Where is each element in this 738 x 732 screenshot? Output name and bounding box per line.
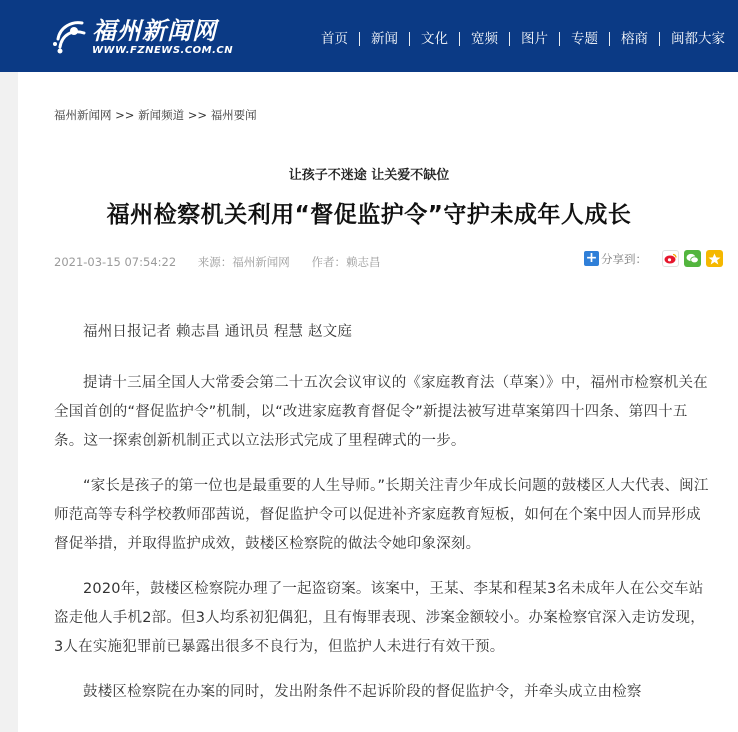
share-plus-icon[interactable]: + <box>585 250 598 266</box>
article-source: 来源：福州新闻网 <box>197 255 290 269</box>
article-date: 2021-03-15 07:54:22 <box>54 255 177 269</box>
main-nav <box>310 22 736 56</box>
breadcrumb-item-news-channel[interactable]: 新闻频道 <box>138 108 185 122</box>
weibo-icon[interactable] <box>662 250 679 267</box>
nav-item-home[interactable]: 首页 <box>321 31 348 47</box>
article-paragraph: 2020年，鼓楼区检察院办理了一起盗窃案。该案中，王某、李某和程某3名未成年人在公交车站盗走他人手机2部。但3人均系初犯偶犯，且有悔罪表现、涉案金额较小。办案检察官深入走访发现，3人在实施犯罪前已暴露出很多不良行为，但监护人未进行有效干预。 <box>54 581 705 655</box>
nav-divider <box>359 32 360 46</box>
nav-item-topics[interactable]: 专题 <box>571 31 598 47</box>
wechat-icon[interactable] <box>684 250 701 267</box>
nav-divider <box>559 32 560 46</box>
article-author: 作者：赖志昌 <box>311 255 381 269</box>
article-body <box>54 318 714 723</box>
breadcrumb-item-home[interactable]: 福州新闻网 <box>54 108 112 122</box>
qzone-icon[interactable] <box>706 250 723 267</box>
nav-divider <box>659 32 660 46</box>
article-paragraph: 鼓楼区检察院在办案的同时，发出附条件不起诉阶段的督促监护令，并牵头成立由检察 <box>83 684 642 700</box>
breadcrumb-separator: >> <box>115 108 135 122</box>
nav-divider <box>459 32 460 46</box>
article-subtitle: 让孩子不迷途 让关爱不缺位 <box>288 168 450 183</box>
logo-chinese-text: 福州新闻网 <box>92 16 217 45</box>
article-paragraph: 提请十三届全国人大常委会第二十五次会议审议的《家庭教育法（草案）》中，福州市检察机关在全国首创的“督促监护令”机制，以“改进家庭教育督促令”新提法被写进草案第四十四条、第四十五条。这一探索创新机制正式以立法形式完成了里程碑式的一步。 <box>54 375 708 449</box>
breadcrumb-separator: >> <box>187 108 208 122</box>
breadcrumb-item-fuzhou-news[interactable]: 福州要闻 <box>210 108 257 122</box>
article-paragraph: “家长是孩子的第一位也是最重要的人生导师。”长期关注青少年成长问题的鼓楼区人大代表、闽江师范高等专科学校教师邵茜说，督促监护令可以促进补齐家庭教育短板，如何在个案中因人而异形成督促举措，并取得监护成效，鼓楼区检察院的做法令她印象深刻。 <box>54 478 709 552</box>
logo-english-text: WWW.FZNEWS.COM.CN <box>92 45 234 56</box>
nav-item-culture[interactable]: 文化 <box>421 31 448 47</box>
nav-item-news[interactable]: 新闻 <box>371 31 398 47</box>
nav-item-business[interactable]: 榕商 <box>621 31 648 47</box>
nav-divider <box>509 32 510 46</box>
nav-item-mindu[interactable]: 闽都大家 <box>671 31 725 47</box>
logo-mark-icon <box>52 17 88 57</box>
share-bar <box>584 250 723 267</box>
nav-divider <box>609 32 610 46</box>
nav-item-video[interactable]: 宽频 <box>471 31 498 47</box>
nav-divider <box>409 32 410 46</box>
breadcrumb <box>54 107 257 123</box>
site-logo[interactable] <box>52 14 233 60</box>
site-header <box>0 0 738 72</box>
nav-item-pictures[interactable]: 图片 <box>521 31 548 47</box>
article-reporter-line: 福州日报记者 赖志昌 通讯员 程慧 赵文庭 <box>83 324 353 340</box>
share-label: 分享到： <box>601 251 647 266</box>
article-title: 福州检察机关利用“督促监护令”守护未成年人成长 <box>106 202 632 228</box>
article-meta <box>54 254 398 270</box>
